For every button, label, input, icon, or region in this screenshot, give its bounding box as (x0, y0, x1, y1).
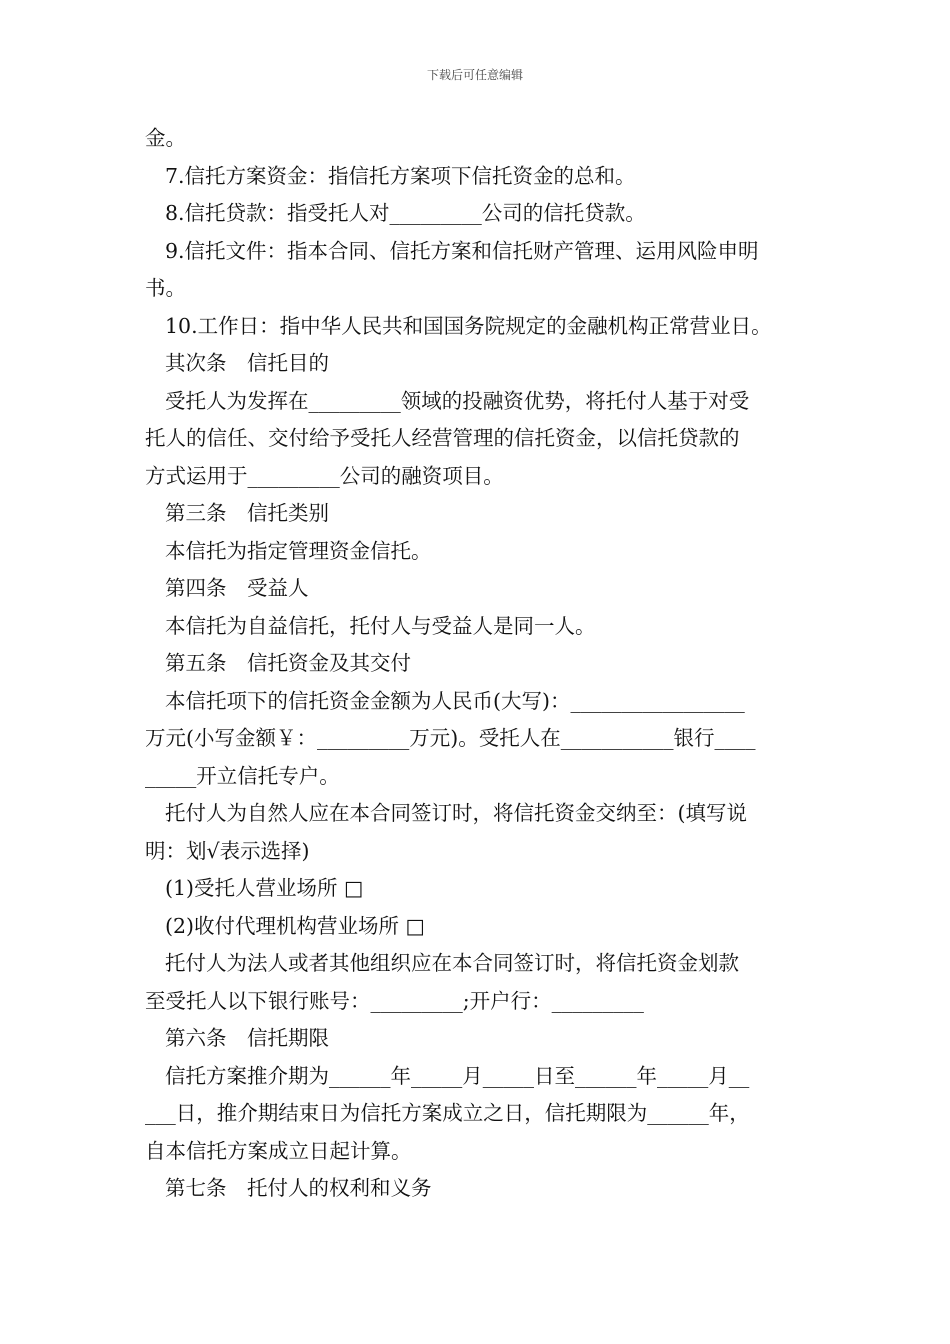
text-line: 第五条 信托资金及其交付 (165, 651, 411, 675)
text-line: 10.工作日：指中华人民共和国国务院规定的金融机构正常营业日。 (165, 313, 772, 338)
page-header: 下载后可任意编辑 (426, 68, 523, 82)
text-line: (2)收付代理机构营业场所 □ (165, 913, 425, 938)
text-line: 明：划√表示选择) (145, 838, 310, 863)
text-line: 至受托人以下银行账号：_________;开户行：_________ (145, 988, 644, 1013)
text-line: 第七条 托付人的权利和义务 (165, 1176, 432, 1200)
text-line: 第六条 信托期限 (165, 1026, 329, 1050)
text-line: 8.信托贷款：指受托人对_________公司的信托贷款。 (165, 201, 646, 225)
text-line: 方式运用于_________公司的融资项目。 (145, 463, 504, 488)
text-line: 托付人为自然人应在本合同签订时，将信托资金交纳至：(填写说 (165, 801, 747, 825)
text-line: ___日，推介期结束日为信托方案成立之日，信托期限为______年， (145, 1101, 750, 1125)
text-line: 第三条 信托类别 (165, 501, 329, 525)
text-line: 其次条 信托目的 (165, 351, 329, 375)
text-line: 9.信托文件：指本合同、信托方案和信托财产管理、运用风险申明 (165, 238, 759, 263)
text-line: 信托方案推介期为______年_____月_____日至______年_____月__ (165, 1063, 750, 1088)
text-line: 第四条 受益人 (165, 576, 309, 600)
text-line: 本信托为指定管理资金信托。 (165, 538, 432, 563)
text-line: _____开立信托专户。 (145, 763, 340, 788)
text-line: 受托人为发挥在_________领域的投融资优势，将托付人基于对受 (165, 388, 750, 413)
text-line: 托人的信任、交付给予受托人经营管理的信托资金，以信托贷款的 (145, 426, 740, 450)
text-line: 书。 (145, 276, 186, 300)
text-line: 本信托项下的信托资金金额为人民币(大写)：_________________ (165, 688, 745, 713)
text-line: (1)受托人营业场所 □ (165, 876, 364, 900)
text-line: 本信托为自益信托，托付人与受益人是同一人。 (165, 613, 596, 638)
text-line: 自本信托方案成立日起计算。 (145, 1138, 412, 1163)
text-line: 托付人为法人或者其他组织应在本合同签订时，将信托资金划款 (165, 951, 739, 975)
document-body (145, 120, 810, 1208)
text-line: 金。 (145, 126, 186, 150)
text-line: 7.信托方案资金：指信托方案项下信托资金的总和。 (165, 163, 636, 188)
text-line: 万元(小写金额￥：_________万元)。受托人在___________银行____ (145, 726, 756, 750)
